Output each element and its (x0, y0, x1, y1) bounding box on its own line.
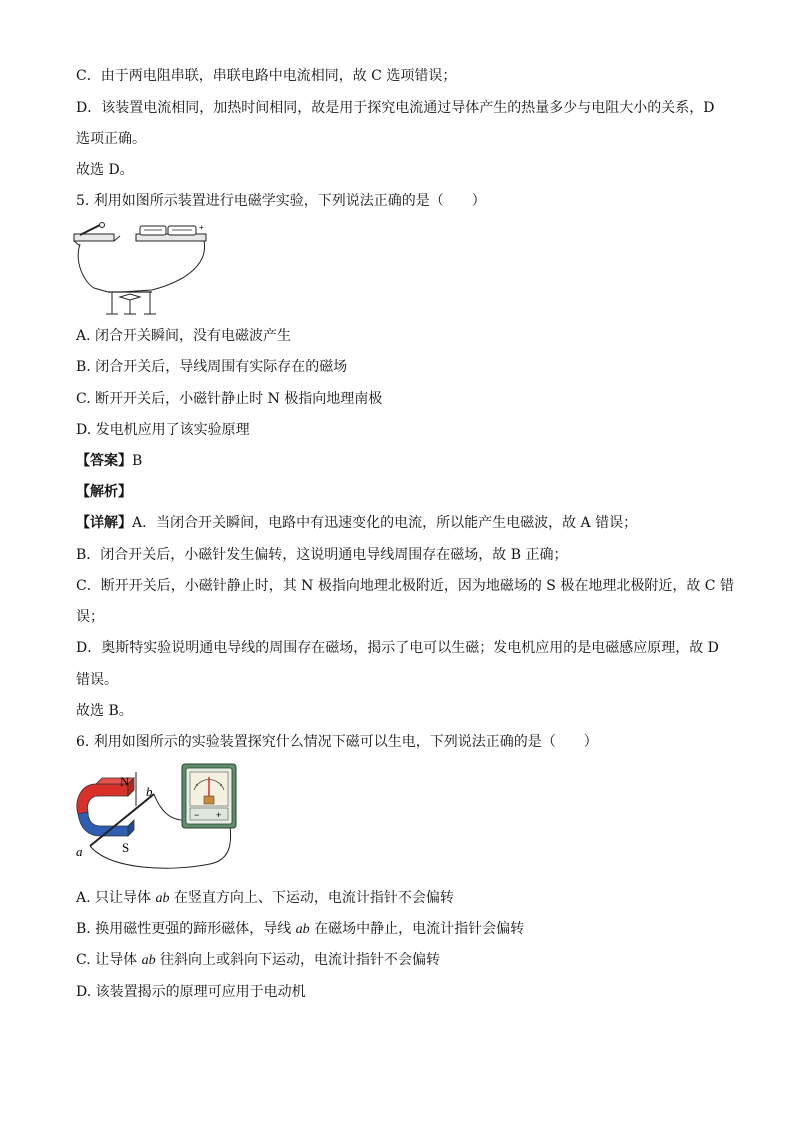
prev-conclusion: 故选 D。 (76, 162, 134, 178)
q5-detail-a (76, 513, 637, 533)
q6-figure-induction (70, 760, 250, 872)
q6-figure-b-label: b (146, 784, 153, 799)
q6-option-b-pre: B. 换用磁性更强的蹄形磁体，导线 (76, 921, 296, 937)
q5-answer (76, 451, 142, 471)
q6-figure-n-label: N (120, 774, 130, 789)
q5-stem: 5. 利用如图所示装置进行电磁学实验，下列说法正确的是（ ） (76, 193, 486, 209)
analysis-tag: 【解析】 (76, 484, 132, 500)
q6-option-c-post: 往斜向上或斜向下运动，电流计指针不会偏转 (155, 952, 441, 968)
q5-detail-d-cont: 错误。 (76, 672, 118, 688)
prev-option-d-text: D．该装置电流相同，加热时间相同，故是用于探究电流通过导体产生的热量多少与电阻大小的关系，D (76, 100, 715, 116)
q5-option-a: A. 闭合开关瞬间，没有电磁波产生 (76, 328, 292, 344)
q6-option-a (76, 888, 454, 909)
q6-option-c (76, 950, 440, 971)
q6-option-b-post: 在磁场中静止，电流计指针会偏转 (309, 921, 525, 937)
q6-figure-plus-label: + (216, 810, 222, 820)
q6-option-b (76, 919, 524, 940)
detail-a-text: A．当闭合开关瞬间，电路中有迅速变化的电流，所以能产生电磁波，故 A 错误； (132, 515, 638, 531)
q6-option-d-pre: D. 该装置揭示的原理可应用于电动机 (76, 984, 306, 1000)
q6-option-c-pre: C. 让导体 (76, 952, 142, 968)
q5-figure-plus-label: + (199, 223, 204, 232)
q5-option-d: D. 发电机应用了该实验原理 (76, 422, 250, 438)
q6-figure-a-label: a (76, 844, 83, 859)
q6-option-a-var: ab (155, 891, 170, 906)
q5-analysis-tag (76, 482, 132, 502)
q5-figure-oersted (72, 222, 212, 318)
q5-conclusion: 故选 B。 (76, 703, 133, 719)
q5-detail-d: D．奥斯特实验说明通电导线的周围存在磁场，揭示了电可以生磁；发电机应用的是电磁感应原理，故 D (76, 640, 719, 656)
q5-detail-b: B．闭合开关后，小磁针发生偏转，这说明通电导线周围存在磁场，故 B 正确； (76, 547, 568, 563)
q6-option-c-var: ab (141, 953, 156, 968)
detail-tag: 【详解】 (76, 515, 132, 531)
prev-option-c-text: C．由于两电阻串联，串联电路中电流相同，故 C 选项错误； (76, 68, 457, 84)
q6-option-a-post: 在竖直方向上、下运动，电流计指针不会偏转 (169, 890, 454, 906)
q5-detail-c-cont: 误； (76, 609, 104, 625)
q6-figure-s-label: S (122, 840, 130, 855)
q5-detail-c: C．断开开关后，小磁针静止时，其 N 极指向地理北极附近，因为地磁场的 S 极在地理北极附近，故 C 错 (76, 578, 734, 594)
answer-tag: 【答案】 (76, 453, 132, 469)
q6-stem: 6. 利用如图所示的实验装置探究什么情况下磁可以生电，下列说法正确的是（ ） (76, 734, 598, 750)
answer-value: B (132, 453, 143, 469)
q6-figure-minus-label: − (194, 810, 200, 820)
q5-option-b: B. 闭合开关后，导线周围有实际存在的磁场 (76, 359, 348, 375)
q5-option-c: C. 断开开关后，小磁针静止时 N 极指向地理南极 (76, 391, 383, 407)
prev-option-d-text-cont: 选项正确。 (76, 131, 146, 147)
q6-option-d (76, 982, 306, 1003)
q6-option-b-var: ab (295, 922, 310, 937)
q6-option-a-pre: A. 只让导体 (76, 890, 156, 906)
